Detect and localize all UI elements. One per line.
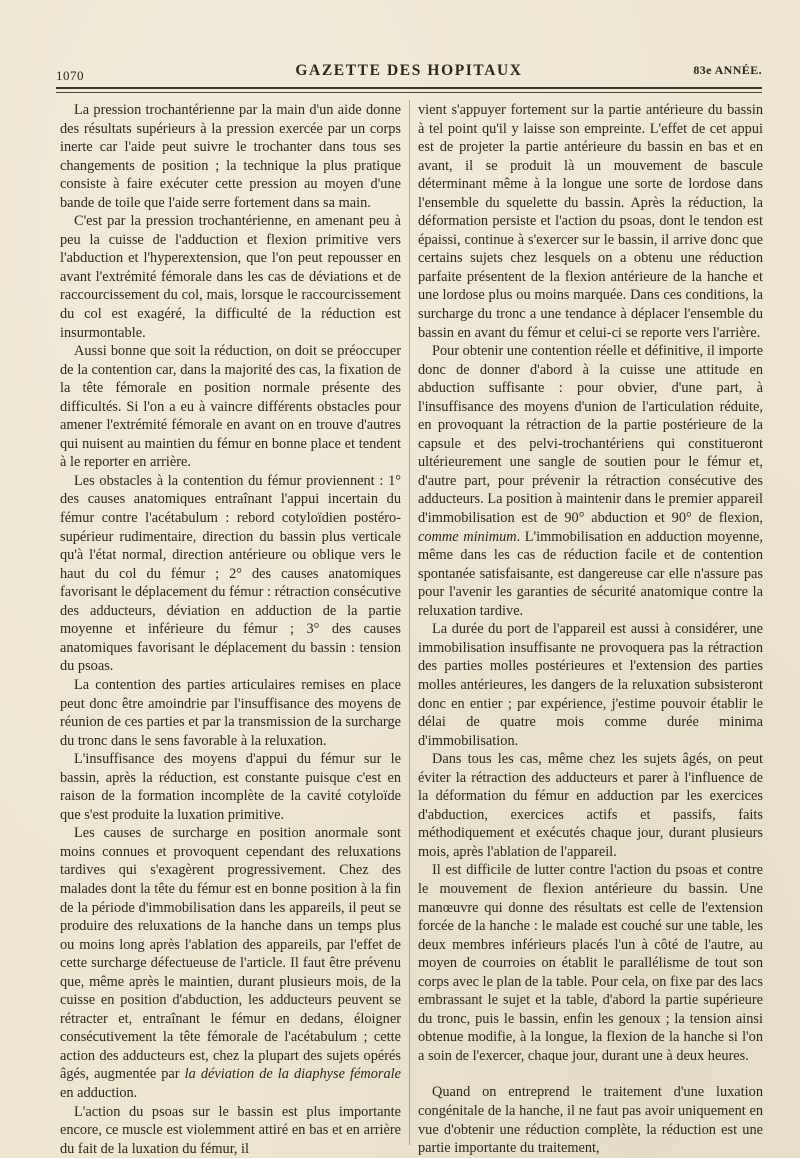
right-column <box>418 101 763 1158</box>
paragraph: Aussi bonne que soit la réduction, on doit se préoccuper de la contention car, dans la majorité des cas, la fixation de la tête fémorale en position normale présente des difficultés. Si l'on a eu à vaincre différents obstacles pour amener l'extrémité fémorale en avant on en trouve d'autres qui nuisent au maintien du fémur en bonne place et tendent à le reporter en arrière. <box>60 343 401 471</box>
paragraph: La durée du port de l'appareil est aussi à considérer, une immobilisation insuffisante ne provoquera pas la rétraction des parties molles postérieures et l'extension des parties molles antérieures, les dangers de la reluxation subsisteront donc en entier ; par expérience, j'estime pouvoir établir le délai de quatre mois comme durée minima d'immobilisation. <box>418 621 763 749</box>
paragraph: Dans tous les cas, même chez les sujets âgés, on peut éviter la rétraction des adducteurs et parer à l'influence de la déformation du fémur en adduction par les exercices d'abduction, exercices actifs et passifs, faits méthodiquement et exécutés chaque jour, durant plusieurs mois, après l'ablation de l'appareil. <box>418 751 763 860</box>
paragraph <box>60 824 401 1102</box>
paragraph-text: Pour obtenir une contention réelle et définitive, il importe donc de donner d'abord à la cuisse une attitude en abduction suffisante : pour obvier, d'une part, à l'insuffisance des moyens d'union de l'articulation réduite, en provoquant la rétraction de la partie postérieure de la capsule et des pelvi-trochantériens qui constitueront ultérieurement une sangle de soutien pour le fémur et, d'autre part, pour prévenir la rétraction consécutive des adducteurs. La position à maintenir dans le premier appareil d'immobilisation est de 90° abduction et 90° de flexion, <box>418 343 764 527</box>
paragraph-text: Les causes de surcharge en position anormale sont moins connues et provoquent cependant des reluxations tardives qui s'exagèrent progressivement. Chez des malades dont la tête du fémur est en bonne position à la fin de la période d'immobilisation dans les appareils, il peut se produire des reluxations de la hanche dans un temps plus ou moins long après l'ablation des appareils, par l'effet de cette surcharge défectueuse de l'article. Il faut être prévenu que, même après le maintien, durant plusieurs mois, de la cuisse en position d'abduction, les adducteurs peuvent se rétracter et, entraînant le fémur en dedans, éloigner consécutivement la tête fémorale de l'acétabulum ; cette action des adducteurs est, chez la plupart des sujets opérés âgés, augmentée par <box>60 825 401 1083</box>
paragraph: L'action du psoas sur le bassin est plus importante encore, ce muscle est violemment attiré en bas et en arrière du fait de la luxation du fémur, il <box>60 1103 401 1157</box>
header-rule-thin <box>56 92 762 93</box>
paragraph-text: en adduction. <box>60 1084 138 1101</box>
paragraph: La contention des parties articulaires remises en place peut donc être amoindrie par l'insuffisance des moyens de réunion de ces parties et par la transmission de la surcharge du tronc dans le sens favorable à la reluxation. <box>60 676 401 749</box>
paragraph <box>418 342 763 620</box>
paragraph: C'est par la pression trochantérienne, en amenant peu à peu la cuisse de l'adduction et flexion primitive vers l'abduction et l'hyperextension, que l'on peut repousser en avant l'extrémité fémorale dans les cas de déviations et de raccourcissement du col, mais, lorsque le raccourcissement du col est exagéré, la difficulté de la réduction est insurmontable. <box>60 213 401 341</box>
volume-year: 83e ANNÉE. <box>693 63 762 77</box>
journal-title: GAZETTE DES HOPITAUX <box>295 62 523 79</box>
page-header <box>56 62 762 82</box>
paragraph-text: . L'immobilisation en adduction moyenne, même dans les cas de réduction facile et de contention spontanée satisfaisante, est dangereuse car elle n'assure pas pour l'avenir les garanties de sécurité anatomique contre la reluxation tardive. <box>418 528 763 619</box>
paragraph: L'insuffisance des moyens d'appui du fémur sur le bassin, après la réduction, est constante puisque c'est en raison de la formation incomplète de la cavité cotyloïde que s'est produite la luxation primitive. <box>60 751 401 823</box>
italic-phrase: comme minimum <box>418 528 517 545</box>
italic-phrase: la déviation de la diaphyse fémorale <box>184 1066 401 1083</box>
header-rule-thick <box>56 87 762 89</box>
left-column <box>60 101 401 1158</box>
paragraph: Il est difficile de lutter contre l'action du psoas et contre le mouvement de flexion antérieure du bassin. Une manœuvre qui donne des résultats est celle de l'extension forcée de la hanche : le malade est couché sur une table, les deux membres inférieurs placés l'un à côté de l'autre, au moyen de courroies on établit le parallélisme de tout son corps avec le plan de la table. Pour cela, on fixe par des lacs embrassant le sujet et la table, d'abord la partie supérieure du tronc, puis le bassin, enfin les genoux ; la tension ainsi obtenue modifie, à la longue, la flexion de la hanche si l'on a soin de l'exercer, chaque jour, durant une à deux heures. <box>418 862 763 1064</box>
paragraph: Les obstacles à la contention du fémur proviennent : 1° des causes anatomiques entraînant l'appui incertain du fémur contre l'acétabulum : rebord cotyloïdien postéro-supérieur rudimentaire, direction du bassin plus verticale qu'à l'état normal, direction antérieure ou oblique vers le haut du col du fémur ; 2° des causes anatomiques favorisant le déplacement du fémur : rétraction consécutive des adducteurs, déviation en adduction de la partie moyenne et inférieure du fémur ; 3° des causes anatomiques favorisant le déplacement du bassin : tension du psoas. <box>60 472 401 675</box>
column-divider <box>409 100 410 1145</box>
paragraph: Quand on entreprend le traitement d'une luxation congénitale de la hanche, il ne faut pas avoir uniquement en vue d'obtenir une réduction complète, la réduction est une partie importante du traitement, <box>418 1084 763 1157</box>
paragraph: vient s'appuyer fortement sur la partie antérieure du bassin à tel point qu'il y laisse son empreinte. L'effet de cet appui est de projeter la partie antérieure du bassin en bas et en avant, il se produit là un mouvement de bascule déterminant même à la longue une sorte de lordose dans l'ensemble du squelette du bassin. Après la réduction, la déformation persiste et l'action du psoas, dont le tendon est épaissi, continue à s'exercer sur le bassin, il arrive donc que certains sujets chez lesquels on a obtenu une réduction parfaite présentent de la flexion antérieure de la hanche et une lordose plus ou moins marquée. Dans ces conditions, la surcharge du tronc a une tendance à déplacer l'ensemble du bassin en avant du fémur et celui-ci se reporte vers l'arrière. <box>418 102 763 341</box>
page-number: 1070 <box>56 68 84 83</box>
paragraph: La pression trochantérienne par la main d'un aide donne des résultats supérieurs à la pression exercée par un corps inerte car l'aide peut suivre le trochanter dans tous ses changements de position ; la technique la plus pratique consiste à faire exécuter cette pression au moyen d'une bande de toile que l'aide serre fortement dans sa main. <box>60 102 401 211</box>
